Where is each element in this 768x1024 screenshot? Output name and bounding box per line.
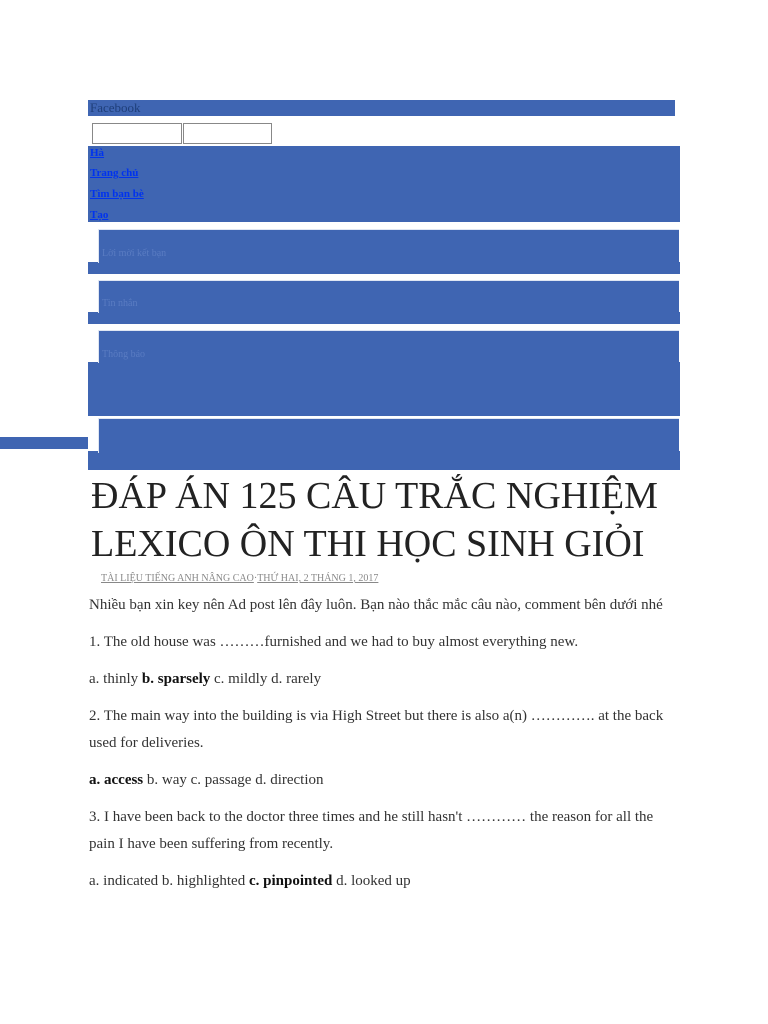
friend-requests-label: Lời mời kết bạn [102,248,167,259]
messages-label: Tin nhắn [102,298,138,309]
article-body [89,592,669,895]
messages-panel[interactable] [98,280,679,313]
notifications-panel[interactable] [98,330,679,363]
nav-item-create[interactable]: Tạo [90,209,109,221]
left-stripe [0,437,88,449]
nav-item-find-friends[interactable]: Tìm bạn bè [90,188,144,200]
answer-options-1: a. thinly b. sparsely c. mildly d. rarely [89,671,322,687]
notifications-shadow [88,362,680,416]
article-category-link[interactable]: TÀI LIỆU TIẾNG ANH NÂNG CAO [101,573,254,584]
question-3: 3. I have been back to the doctor three times and he still hasn't ………… the reason for all the pain I have been suffering from recently. [89,809,654,852]
facebook-header-bar [88,100,675,116]
article-title: ĐÁP ÁN 125 CÂU TRẮC NGHIỆM LEXICO ÔN THI HỌC SINH GIỎI [91,475,658,565]
notifications-label: Thông báo [102,349,146,360]
friend-requests-panel[interactable] [98,229,679,263]
nav-item-profile[interactable]: Hà [90,147,105,159]
correct-answer: a. access [89,772,144,788]
facebook-brand[interactable]: Facebook [90,100,141,115]
article-meta [101,573,378,584]
login-password-input[interactable] [183,123,272,144]
login-email-input[interactable] [92,123,182,144]
meta-separator: · [253,573,258,584]
question-1: 1. The old house was ………furnished and we had to buy almost everything new. [89,634,579,650]
correct-answer: c. pinpointed [248,873,333,889]
panel-shadow [88,451,680,470]
article-date-link[interactable]: THỨ HAI, 2 THÁNG 1, 2017 [257,573,379,584]
correct-answer: b. sparsely [141,671,211,687]
question-2: 2. The main way into the building is via High Street but there is also a(n) …………. at the back used for deliveries. [89,708,664,751]
answer-options-3: a. indicated b. highlighted c. pinpointed d. looked up [89,873,411,889]
panel-shadow [88,262,680,274]
nav-item-home[interactable]: Trang chủ [90,167,139,179]
panel-shadow [88,312,680,324]
answer-options-2: a. access b. way c. passage d. direction [89,772,324,788]
article-intro: Nhiều bạn xin key nên Ad post lên đây luôn. Bạn nào thắc mắc câu nào, comment bên dưới nhé [89,597,663,613]
empty-panel [98,418,679,453]
nav-menu [88,146,680,222]
